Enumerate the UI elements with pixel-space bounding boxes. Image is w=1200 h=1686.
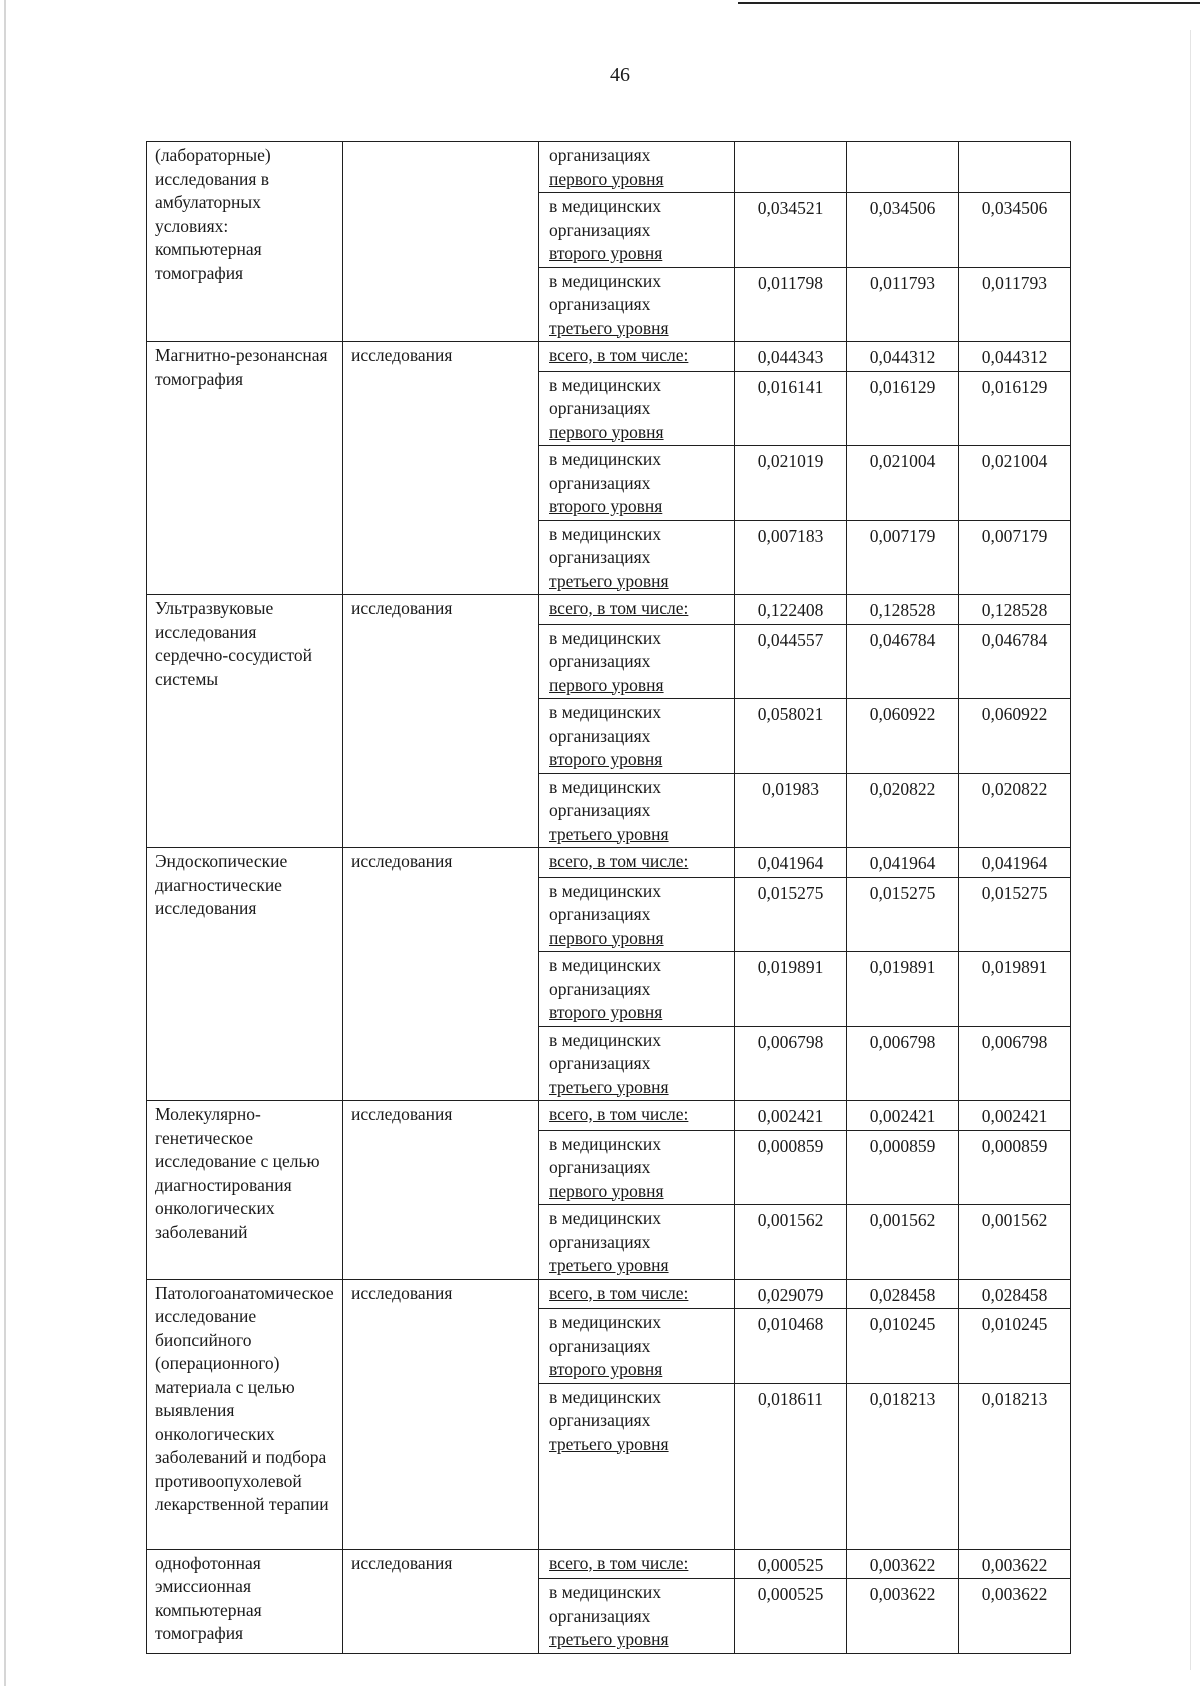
level-cell: [539, 446, 735, 521]
value-cell-2: 0,003622: [847, 1579, 959, 1654]
value-cell-3: 0,003622: [959, 1549, 1071, 1579]
level-text-line: в медицинских: [549, 955, 661, 975]
level-text-line: второго уровня: [549, 1359, 663, 1379]
value-cell-1: 0,044343: [735, 342, 847, 372]
level-text-line: всего, в том числе:: [549, 598, 689, 618]
value-cell-1: 0,019891: [735, 952, 847, 1027]
service-name-cell: Эндоскопические диагностические исследования: [147, 848, 343, 1101]
service-name-cell: Магнитно-резонансная томография: [147, 342, 343, 595]
level-text-line: в медицинских: [549, 270, 661, 291]
value-cell-1: 0,041964: [735, 848, 847, 878]
level-text-line: первого уровня: [549, 1180, 664, 1201]
level-text-line: второго уровня: [549, 496, 663, 516]
level-cell: [539, 193, 735, 268]
level-cell: [539, 1205, 735, 1280]
value-cell-2: 0,000859: [847, 1130, 959, 1205]
level-text-line: организациях: [549, 472, 651, 493]
level-cell: [539, 1309, 735, 1384]
value-cell-1: 0,002421: [735, 1101, 847, 1131]
level-text-line: второго уровня: [549, 749, 663, 769]
value-cell-2: 0,007179: [847, 520, 959, 595]
table-row: [147, 848, 1071, 878]
value-cell-1: 0,021019: [735, 446, 847, 521]
level-text-line: в медицинских: [549, 1312, 661, 1332]
level-cell: [539, 952, 735, 1027]
unit-cell: исследования: [343, 595, 539, 848]
value-cell-3: 0,003622: [959, 1579, 1071, 1654]
value-cell-1: 0,010468: [735, 1309, 847, 1384]
level-cell: [539, 1549, 735, 1579]
service-name-cell: Патологоанатомическое исследование биопсийного (операционного) материала с целью выявления онкологических заболеваний и подбора противоопухолевой лекарственной терапии: [147, 1279, 343, 1549]
norms-table: [146, 141, 1071, 1654]
level-text-line: организациях: [549, 800, 651, 820]
unit-cell: исследования: [343, 342, 539, 595]
unit-cell: исследования: [343, 1101, 539, 1280]
value-cell-1: 0,01983: [735, 773, 847, 848]
level-cell: [539, 1383, 735, 1549]
level-text-line: организациях: [549, 398, 651, 418]
scan-edge-left: [4, 0, 6, 1686]
table-row: [147, 1279, 1071, 1309]
value-cell-1: 0,029079: [735, 1279, 847, 1309]
level-text-line: второго уровня: [549, 243, 663, 263]
value-cell-2: 0,021004: [847, 446, 959, 521]
value-cell-2: 0,020822: [847, 773, 959, 848]
level-cell: [539, 624, 735, 699]
level-cell: [539, 371, 735, 446]
value-cell-3: 0,018213: [959, 1383, 1071, 1549]
value-cell-3: 0,028458: [959, 1279, 1071, 1309]
service-name-cell: Ультразвуковые исследования сердечно-сосудистой системы: [147, 595, 343, 848]
value-cell-1: 0,011798: [735, 267, 847, 342]
level-text-line: всего, в том числе:: [549, 1552, 689, 1573]
level-text-line: всего, в том числе:: [549, 1282, 689, 1303]
level-text-line: организациях: [549, 725, 651, 746]
level-cell: [539, 877, 735, 952]
level-text-line: всего, в том числе:: [549, 1104, 689, 1124]
level-cell: [539, 267, 735, 342]
value-cell-1: [735, 142, 847, 193]
level-text-line: организациях: [549, 219, 651, 240]
value-cell-3: 0,044312: [959, 342, 1071, 372]
value-cell-2: [847, 142, 959, 193]
value-cell-2: 0,001562: [847, 1205, 959, 1280]
value-cell-1: 0,016141: [735, 371, 847, 446]
level-text-line: третьего уровня: [549, 1433, 669, 1454]
level-text-line: первого уровня: [549, 674, 664, 695]
level-text-line: организациях: [549, 1157, 651, 1177]
level-cell: [539, 848, 735, 878]
level-text-line: в медицинских: [549, 1582, 661, 1602]
value-cell-3: 0,128528: [959, 595, 1071, 625]
value-cell-1: 0,000525: [735, 1549, 847, 1579]
level-text-line: третьего уровня: [549, 317, 669, 338]
table-row: [147, 595, 1071, 625]
level-text-line: первого уровня: [549, 927, 664, 948]
level-text-line: в медицинских: [549, 1029, 661, 1050]
value-cell-1: 0,058021: [735, 699, 847, 774]
level-cell: [539, 1026, 735, 1101]
level-text-line: в медицинских: [549, 374, 661, 395]
level-text-line: третьего уровня: [549, 1255, 669, 1275]
value-cell-3: 0,046784: [959, 624, 1071, 699]
value-cell-1: 0,000525: [735, 1579, 847, 1654]
value-cell-2: 0,044312: [847, 342, 959, 372]
value-cell-2: 0,010245: [847, 1309, 959, 1384]
level-text-line: всего, в том числе:: [549, 345, 689, 365]
scan-edge-right: [1190, 30, 1191, 1670]
level-text-line: организациях: [549, 1335, 651, 1356]
value-cell-3: 0,000859: [959, 1130, 1071, 1205]
value-cell-1: 0,018611: [735, 1383, 847, 1549]
level-cell: [539, 699, 735, 774]
level-text-line: организациях: [549, 1053, 651, 1073]
value-cell-2: 0,128528: [847, 595, 959, 625]
top-rule: [738, 2, 1200, 4]
page-number: 46: [610, 64, 630, 86]
level-cell: [539, 595, 735, 625]
level-text-line: в медицинских: [549, 196, 661, 216]
level-text-line: организациях: [549, 904, 651, 924]
level-text-line: третьего уровня: [549, 570, 669, 591]
value-cell-3: 0,020822: [959, 773, 1071, 848]
value-cell-2: 0,016129: [847, 371, 959, 446]
value-cell-2: 0,034506: [847, 193, 959, 268]
value-cell-1: 0,001562: [735, 1205, 847, 1280]
level-text-line: второго уровня: [549, 1002, 663, 1022]
value-cell-3: 0,010245: [959, 1309, 1071, 1384]
value-cell-2: 0,002421: [847, 1101, 959, 1131]
service-name-cell: Молекулярно-генетическое исследование с целью диагностирования онкологических заболеваний: [147, 1101, 343, 1280]
value-cell-2: 0,015275: [847, 877, 959, 952]
level-text-line: организациях: [549, 1231, 651, 1252]
level-text-line: в медицинских: [549, 702, 661, 722]
unit-cell: исследования: [343, 848, 539, 1101]
value-cell-3: 0,006798: [959, 1026, 1071, 1101]
level-text-line: организациях: [549, 294, 651, 314]
table-row: [147, 1549, 1071, 1579]
level-text-line: третьего уровня: [549, 1076, 669, 1097]
value-cell-3: 0,011793: [959, 267, 1071, 342]
unit-cell: исследования: [343, 1549, 539, 1653]
value-cell-2: 0,046784: [847, 624, 959, 699]
level-cell: [539, 773, 735, 848]
value-cell-3: 0,034506: [959, 193, 1071, 268]
unit-cell: [343, 142, 539, 342]
level-text-line: в медицинских: [549, 627, 661, 648]
level-cell: [539, 1279, 735, 1309]
level-text-line: в медицинских: [549, 880, 661, 901]
value-cell-3: 0,007179: [959, 520, 1071, 595]
level-cell: [539, 1130, 735, 1205]
value-cell-3: 0,041964: [959, 848, 1071, 878]
value-cell-3: [959, 142, 1071, 193]
value-cell-1: 0,015275: [735, 877, 847, 952]
table-row: [147, 142, 1071, 193]
value-cell-1: 0,122408: [735, 595, 847, 625]
value-cell-2: 0,060922: [847, 699, 959, 774]
value-cell-3: 0,015275: [959, 877, 1071, 952]
level-cell: [539, 142, 735, 193]
level-text-line: в медицинских: [549, 1386, 661, 1407]
value-cell-1: 0,034521: [735, 193, 847, 268]
value-cell-2: 0,041964: [847, 848, 959, 878]
level-cell: [539, 342, 735, 372]
value-cell-1: 0,007183: [735, 520, 847, 595]
level-text-line: организациях: [549, 1410, 651, 1430]
level-text-line: в медицинских: [549, 776, 661, 797]
value-cell-1: 0,006798: [735, 1026, 847, 1101]
level-text-line: в медицинских: [549, 1208, 661, 1228]
service-name-cell: (лабораторные) исследования в амбулаторных условиях: компьютерная томография: [147, 142, 343, 342]
table-row: [147, 1101, 1071, 1131]
service-name-cell: однофотонная эмиссионная компьютерная томография: [147, 1549, 343, 1653]
value-cell-2: 0,028458: [847, 1279, 959, 1309]
level-text-line: организациях: [549, 1605, 651, 1626]
value-cell-3: 0,001562: [959, 1205, 1071, 1280]
value-cell-2: 0,011793: [847, 267, 959, 342]
value-cell-2: 0,019891: [847, 952, 959, 1027]
level-text-line: в медицинских: [549, 523, 661, 544]
value-cell-3: 0,021004: [959, 446, 1071, 521]
level-text-line: организациях: [549, 651, 651, 671]
level-cell: [539, 1101, 735, 1131]
value-cell-1: 0,044557: [735, 624, 847, 699]
level-text-line: всего, в том числе:: [549, 851, 689, 871]
level-text-line: в медицинских: [549, 1133, 661, 1154]
level-text-line: третьего уровня: [549, 823, 669, 844]
value-cell-2: 0,006798: [847, 1026, 959, 1101]
value-cell-3: 0,002421: [959, 1101, 1071, 1131]
level-text-line: организациях: [549, 547, 651, 567]
value-cell-1: 0,000859: [735, 1130, 847, 1205]
level-text-line: организациях: [549, 978, 651, 999]
level-cell: [539, 1579, 735, 1654]
level-text-line: третьего уровня: [549, 1629, 669, 1649]
value-cell-3: 0,019891: [959, 952, 1071, 1027]
table-row: [147, 342, 1071, 372]
level-text-line: в медицинских: [549, 449, 661, 469]
level-text-line: организациях: [549, 145, 651, 165]
level-text-line: первого уровня: [549, 168, 664, 189]
unit-cell: исследования: [343, 1279, 539, 1549]
level-cell: [539, 520, 735, 595]
value-cell-3: 0,016129: [959, 371, 1071, 446]
level-text-line: первого уровня: [549, 421, 664, 442]
value-cell-2: 0,018213: [847, 1383, 959, 1549]
value-cell-2: 0,003622: [847, 1549, 959, 1579]
value-cell-3: 0,060922: [959, 699, 1071, 774]
